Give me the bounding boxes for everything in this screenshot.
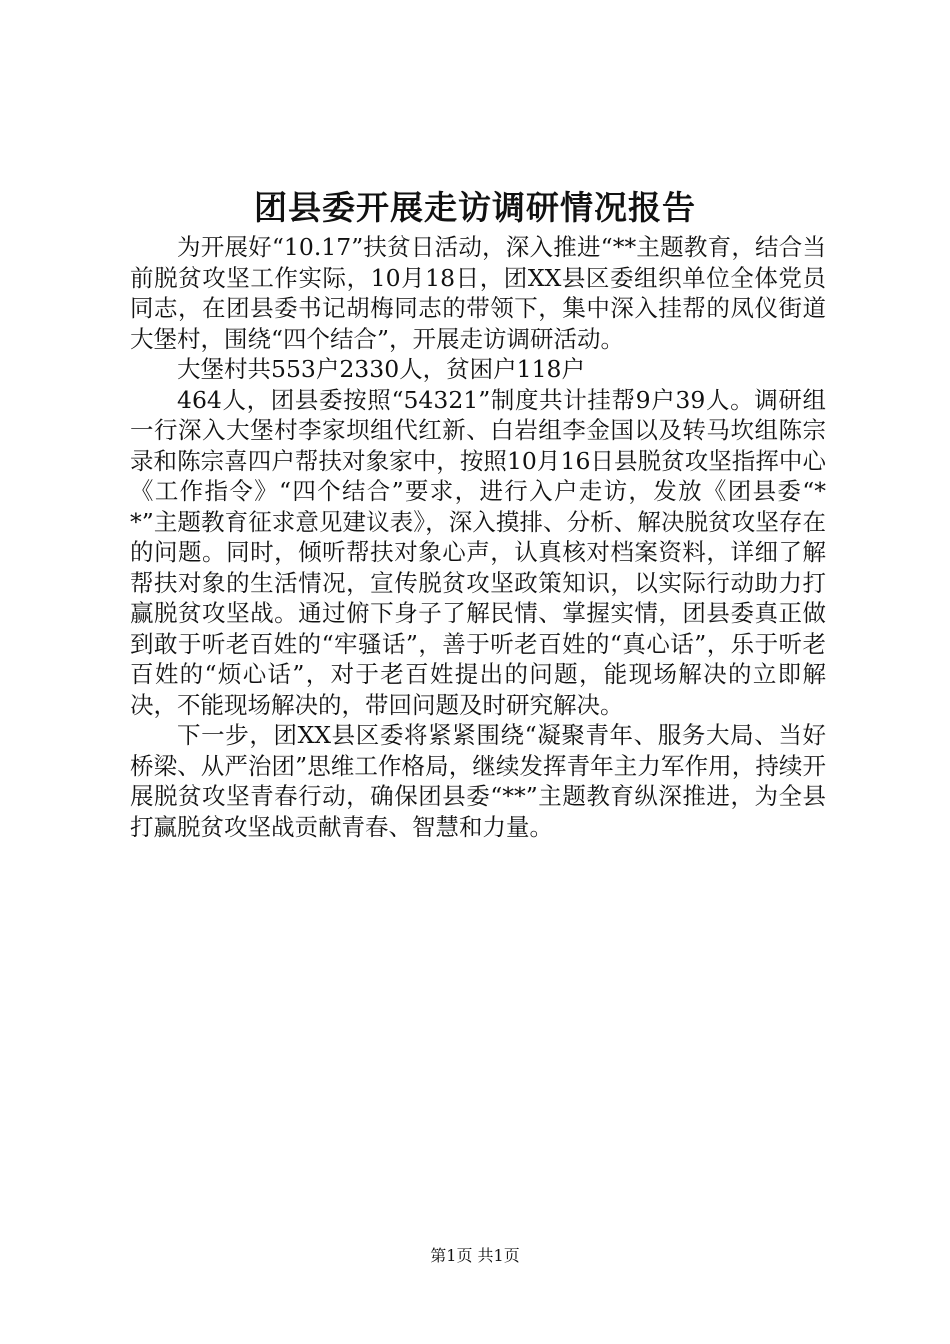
document-body (130, 232, 826, 842)
paragraph-3: 464人，团县委按照“54321”制度共计挂帮9户39人。调研组一行深入大堡村李家坝组代红新、白岩组李金国以及转马坎组陈宗录和陈宗喜四户帮扶对象家中，按照10月16日县脱贫攻坚指挥中心《工作指令》“四个结合”要求，进行入户走访，发放《团县委“**”主题教育征求意见建议表》，深入摸排、分析、解决脱贫攻坚存在的问题。同时，倾听帮扶对象心声，认真核对档案资料，详细了解帮扶对象的生活情况，宣传脱贫攻坚政策知识，以实际行动助力打赢脱贫攻坚战。通过俯下身子了解民情、掌握实情，团县委真正做到敢于听老百姓的“牢骚话”，善于听老百姓的“真心话”，乐于听老百姓的“烦心话”，对于老百姓提出的问题，能现场解决的立即解决，不能现场解决的，带回问题及时研究解决。 (130, 385, 826, 719)
paragraph-1: 为开展好“10.17”扶贫日活动，深入推进“**主题教育，结合当前脱贫攻坚工作实际，10月18日，团XX县区委组织单位全体党员同志，在团县委书记胡梅同志的带领下，集中深入挂帮的凤仪街道大堡村，围绕“四个结合”，开展走访调研活动。 (130, 233, 826, 353)
document-title: 团县委开展走访调研情况报告 (254, 188, 696, 227)
page-number-footer: 第1页 共1页 (430, 1246, 520, 1265)
paragraph-2: 大堡村共553户2330人，贫困户118户 (177, 355, 586, 383)
paragraph-4: 下一步，团XX县区委将紧紧围绕“凝聚青年、服务大局、当好桥梁、从严治团”思维工作格局，继续发挥青年主力军作用，持续开展脱贫攻坚青春行动，确保团县委“**”主题教育纵深推进，为全县打赢脱贫攻坚战贡献青春、智慧和力量。 (130, 721, 826, 841)
